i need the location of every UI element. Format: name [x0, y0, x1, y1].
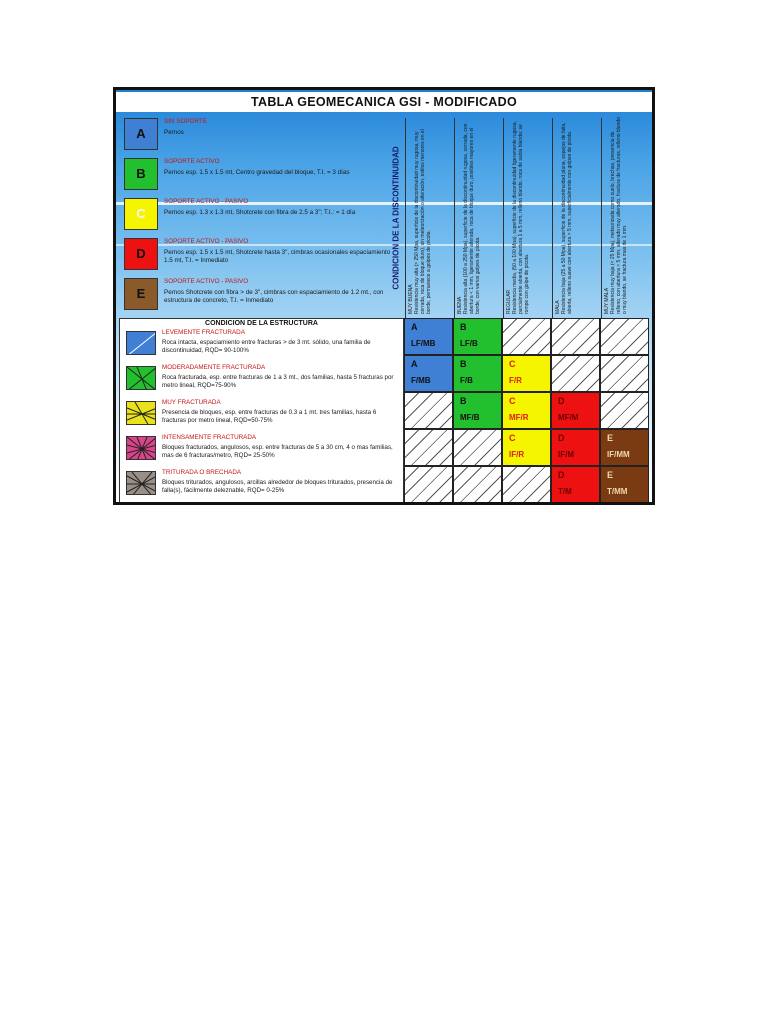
- grid-cell: [502, 429, 551, 466]
- discontinuity-title: REGULAR: [506, 289, 512, 314]
- grid-cell: [600, 429, 649, 466]
- grid-cell-letter: C: [509, 433, 516, 443]
- structure-pattern: [126, 366, 156, 390]
- grid-cell: [502, 392, 551, 429]
- grid-cell-code: F/MB: [411, 376, 431, 385]
- grid-cell: [600, 466, 649, 503]
- discontinuity-title: MUY MALA: [604, 287, 610, 314]
- structure-pattern: [126, 436, 156, 460]
- discontinuity-column-4: [552, 118, 601, 318]
- category-box-d: D: [124, 238, 158, 270]
- discontinuity-text: [555, 114, 573, 314]
- structure-title: LEVEMENTE FRACTURADA: [162, 329, 245, 336]
- legend-row-b: [124, 158, 394, 192]
- structure-pattern-lines: [127, 437, 156, 460]
- grid-cell-hatched: [404, 392, 453, 429]
- grid-cell-code: F/B: [460, 376, 473, 385]
- discontinuity-text: [604, 114, 628, 314]
- structure-description: Roca intacta, espaciamiento entre fracturas > de 3 mt. sólido, una familia de discontinuidad, RQD= 90-100%: [162, 339, 371, 354]
- structure-title: MODERADAMENTE FRACTURADA: [162, 364, 266, 371]
- grid-cell-letter: E: [607, 470, 614, 480]
- category-box-e: E: [124, 278, 158, 310]
- legend-row-e: [124, 278, 394, 312]
- grid-cell-code: LF/MB: [411, 339, 436, 348]
- structure-description: Bloques fracturados, angulosos, esp. entre fracturas de 5 a 30 cm, 4 o mas familias, mas de 6 fracturas/metro, RQD= 25-50%: [162, 444, 393, 459]
- grid-cell-code: LF/B: [460, 339, 478, 348]
- legend-row-a: [124, 118, 394, 152]
- grid-cell: [502, 355, 551, 392]
- structure-pattern-lines: [127, 472, 156, 495]
- grid-cell-letter: D: [558, 470, 565, 480]
- structure-row: [122, 329, 402, 364]
- category-description: Pernos esp. 1.3 x 1.3 mt, Shotcrete con fibra de 2.5 a 3"; T.I.: = 1 día: [164, 209, 356, 216]
- gsi-grid: [404, 318, 650, 503]
- grid-cell: [551, 466, 600, 503]
- discontinuity-title: MUY BUENA: [408, 284, 414, 314]
- structure-description: Bloques triturados, angulosos, arcillas alrededor de bloques triturados, presencia de falla(s), fácilmente deleznable, RQD= 0-25%: [162, 479, 393, 494]
- legend-row-c: [124, 198, 394, 232]
- category-description: Pernos: [164, 129, 184, 136]
- grid-cell-code: MF/R: [509, 413, 529, 422]
- grid-cell: [551, 429, 600, 466]
- grid-cell-code: T/MM: [607, 487, 628, 496]
- grid-cell: [453, 392, 502, 429]
- grid-cell-letter: A: [411, 322, 418, 332]
- grid-cell-hatched: [453, 466, 502, 503]
- structure-pattern: [126, 401, 156, 425]
- structure-row: [122, 434, 402, 469]
- category-description: Pernos Shotcrete con fibra > de 3", cimbras con espaciamiento de 1.2 mt., con estructura de concreto, T.I. = Inmediato: [164, 289, 384, 304]
- discontinuity-text: [506, 114, 530, 314]
- structure-title: INTENSAMENTE FRACTURADA: [162, 434, 257, 441]
- grid-cell-code: T/M: [558, 487, 572, 496]
- document-title: TABLA GEOMECANICA GSI - MODIFICADO: [116, 92, 652, 112]
- discontinuity-title: BUENA: [457, 296, 463, 314]
- grid-cell: [453, 355, 502, 392]
- grid-cell: [453, 318, 502, 355]
- grid-cell-letter: D: [558, 396, 565, 406]
- structure-description: Presencia de bloques, esp. entre fracturas de 0.3 a 1 mt. tres familias, hasta 6 fracturas por metro lineal, RQD=50-75%: [162, 409, 377, 424]
- category-box-a: A: [124, 118, 158, 150]
- structure-pattern-lines: [127, 402, 156, 425]
- discontinuity-label: [389, 118, 403, 318]
- structure-title: MUY FRACTURADA: [162, 399, 221, 406]
- discontinuity-description: Resistencia baja (25 a 50 Mpa), superficie de la discontinuidad plana, espejos de falla, abierta, relleno suave con abertura > 5 mm, superficialmente con golpes de picota.: [561, 122, 573, 314]
- category-title: SOPORTE ACTIVO: [164, 158, 220, 165]
- structure-row: [122, 364, 402, 399]
- structure-pattern: [126, 471, 156, 495]
- grid-cell-hatched: [404, 429, 453, 466]
- grid-cell-code: MF/B: [460, 413, 480, 422]
- grid-cell-hatched: [453, 429, 502, 466]
- grid-cell: [404, 318, 453, 355]
- discontinuity-column-3: [503, 118, 552, 318]
- grid-cell-letter: C: [509, 359, 516, 369]
- structure-pattern-lines: [127, 332, 156, 355]
- grid-cell-hatched: [600, 318, 649, 355]
- category-title: SIN SOPORTE: [164, 118, 207, 125]
- grid-cell-hatched: [551, 318, 600, 355]
- structure-row: [122, 399, 402, 434]
- grid-cell-code: IF/M: [558, 450, 574, 459]
- grid-cell-hatched: [502, 466, 551, 503]
- grid-cell-hatched: [404, 466, 453, 503]
- discontinuity-column-1: [405, 118, 454, 318]
- category-title: SOPORTE ACTIVO - PASIVO: [164, 278, 249, 285]
- grid-cell: [404, 355, 453, 392]
- category-title: SOPORTE ACTIVO - PASIVO: [164, 198, 249, 205]
- grid-cell-hatched: [551, 355, 600, 392]
- discontinuity-column-5: [601, 118, 650, 318]
- discontinuity-description: Resistencia media, (50 a 100 Mpa), superficie de la discontinuidad ligeramente rugosa, parcialmente abierta, con abertura 1 a 5 mm, relleno blando, roca de sabla blanda; se rompe con golpe de picota.: [512, 121, 530, 314]
- category-box-b: B: [124, 158, 158, 190]
- structure-title: CONDICION DE LA ESTRUCTURA: [205, 320, 318, 327]
- grid-cell-code: IF/MM: [607, 450, 630, 459]
- grid-cell-code: IF/R: [509, 450, 525, 459]
- discontinuity-text: [408, 114, 432, 314]
- grid-cell-letter: A: [411, 359, 418, 369]
- grid-cell-hatched: [600, 392, 649, 429]
- category-box-c: C: [124, 198, 158, 230]
- structure-pattern: [126, 331, 156, 355]
- structure-pattern-lines: [127, 367, 156, 390]
- discontinuity-label-text: CONDICION DE LA DISCONTINUIDAD: [391, 146, 401, 290]
- grid-cell-letter: D: [558, 433, 565, 443]
- category-title: SOPORTE ACTIVO - PASIVO: [164, 238, 249, 245]
- grid-cell: [551, 392, 600, 429]
- grid-cell-letter: E: [607, 433, 614, 443]
- structure-panel: [119, 318, 404, 503]
- legend-row-d: [124, 238, 394, 272]
- discontinuity-text: [457, 114, 481, 314]
- grid-cell-letter: C: [509, 396, 516, 406]
- pattern-line: [127, 332, 156, 355]
- grid-cell-letter: B: [460, 322, 467, 332]
- grid-cell-hatched: [600, 355, 649, 392]
- discontinuity-description: Resistencia muy baja (< 25 Mpa), meteorizada como suelo, brechas, presencia de relleno, con abertura > 5 mm, alterado muy alterado, fractura de fracturas, relleno blando o muy blando, se fractura mas de 1 mm.: [610, 117, 628, 314]
- structure-row: [122, 469, 402, 504]
- category-description: Pernos esp. 1.5 x 1.5 mt, Shotcrete hasta 3", cimbras ocasionales espaciamiento 1.5 mt, T.I. = Inmediato: [164, 249, 391, 264]
- grid-cell-letter: B: [460, 396, 467, 406]
- discontinuity-description: Resistencia muy alta (> 250 Mpa, superficie de la discontinuidad muy rugosa, muy cerrada, roca de bloque duro), sin meteorización o alteración, estilos menores en el borde, permanece a golpes de picota.: [414, 129, 432, 314]
- grid-cell-hatched: [502, 318, 551, 355]
- grid-cell-code: F/R: [509, 376, 522, 385]
- structure-title: TRITURADA O BRECHADA: [162, 469, 242, 476]
- grid-cell-letter: B: [460, 359, 467, 369]
- category-description: Pernos esp. 1.5 x 1.5 mt, Centro gravedad del bloque, T.I. = 3 días: [164, 169, 350, 176]
- discontinuity-description: Resistencia alta (100 a 250 Mpa), superficie de la discontinuidad rugosa, cerrada, con abertura < 1 mm, ligeramente alterada, roca de bloque duro, posibles mayores en el borde, con varios golpes de picota.: [463, 123, 481, 314]
- gsi-table-document: [113, 87, 655, 505]
- discontinuity-column-2: [454, 118, 503, 318]
- discontinuity-title: MALA: [555, 300, 561, 314]
- pattern-line: [137, 367, 147, 390]
- grid-cell-code: MF/M: [558, 413, 579, 422]
- structure-description: Roca fracturada, esp. entre fracturas de 1 a 3 mt., dos familias, hasta 5 fracturas por metro lineal, RQD=75-90%: [162, 374, 394, 389]
